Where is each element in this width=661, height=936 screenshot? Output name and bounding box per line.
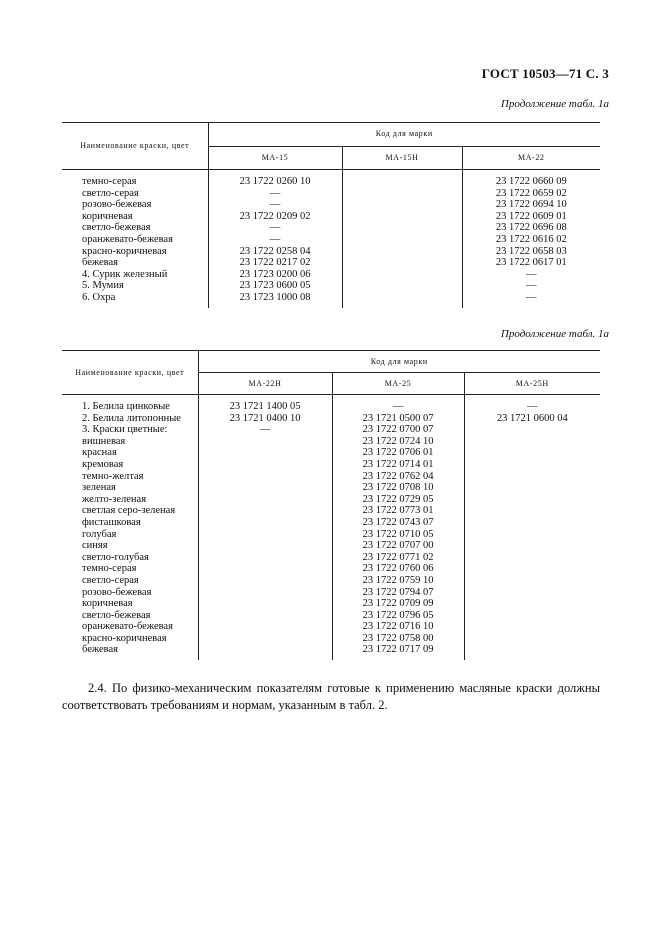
paint-name-cell: темно-серая <box>62 176 208 188</box>
paint-name-cell: красно-коричневая <box>62 246 208 258</box>
code-cell: 23 1722 0710 05 <box>332 529 464 541</box>
code-cell: 23 1721 0500 07 <box>332 413 464 425</box>
code-cell <box>464 494 600 506</box>
code-cell: — <box>269 199 281 211</box>
paint-name-cell: розово-бежевая <box>62 199 208 211</box>
code-cell: 23 1721 0600 04 <box>464 413 600 425</box>
code-cell <box>464 447 600 459</box>
code-cell: — <box>269 187 281 199</box>
table-row <box>62 644 600 656</box>
code-cell: 23 1722 0759 10 <box>332 575 464 587</box>
code-group-header: Код для марки <box>208 123 600 147</box>
code-cell <box>464 482 600 494</box>
table-row <box>62 552 600 564</box>
paint-name-cell: красная <box>62 447 198 459</box>
code-cell: 23 1722 0796 05 <box>332 610 464 622</box>
code-cell: 23 1722 0714 01 <box>332 459 464 471</box>
table-row <box>62 292 600 304</box>
table-body <box>62 395 600 661</box>
table-row <box>62 505 600 517</box>
paint-name-cell: вишневая <box>62 436 198 448</box>
code-cell <box>464 529 600 541</box>
code-cell: 23 1723 0200 06 <box>239 268 311 280</box>
code-cell <box>464 505 600 517</box>
code-cell <box>342 269 462 281</box>
code-cell <box>342 188 462 200</box>
code-cell: 23 1722 0700 07 <box>332 424 464 436</box>
table-row <box>62 246 600 258</box>
paint-codes-table-2 <box>62 350 600 660</box>
table-row <box>62 257 600 269</box>
code-cell <box>464 424 600 436</box>
code-cell <box>464 633 600 645</box>
table-row <box>62 199 600 211</box>
paint-name-cell: бежевая <box>62 257 208 269</box>
section-paragraph: 2.4. По физико-механическим показателям готовые к применению масляные краски должны соответствовать требованиям и нормам, указанным в табл. 2. <box>62 681 600 712</box>
code-cell <box>464 598 600 610</box>
paint-name-cell: голубая <box>62 529 198 541</box>
code-cell <box>198 459 332 471</box>
paint-name-cell: красно-коричневая <box>62 633 198 645</box>
code-cell: 23 1722 0696 08 <box>462 222 600 234</box>
code-cell: — <box>462 292 600 304</box>
code-cell <box>342 280 462 292</box>
code-cell <box>198 598 332 610</box>
table-row <box>62 211 600 223</box>
paint-name-cell: бежевая <box>62 644 198 656</box>
code-group-header: Код для марки <box>198 351 600 373</box>
code-cell <box>464 459 600 471</box>
table-row <box>62 482 600 494</box>
table-row <box>62 222 600 234</box>
column-header: МА-25Н <box>464 373 600 395</box>
code-cell: 23 1722 0658 03 <box>462 246 600 258</box>
table-row <box>62 563 600 575</box>
code-cell <box>342 199 462 211</box>
table-row <box>62 459 600 471</box>
paint-name-cell: фисташковая <box>62 517 198 529</box>
table-row <box>62 280 600 292</box>
code-cell <box>464 644 600 656</box>
table-row <box>62 269 600 281</box>
code-cell: — <box>462 269 600 281</box>
code-cell: 23 1723 0600 05 <box>239 280 311 292</box>
code-cell: 23 1722 0706 01 <box>332 447 464 459</box>
code-cell: 23 1722 0209 02 <box>239 210 311 222</box>
code-cell: — <box>332 401 464 413</box>
table-row <box>62 447 600 459</box>
table-row <box>62 598 600 610</box>
paint-name-cell: 5. Мумия <box>62 280 208 292</box>
code-cell <box>198 529 332 541</box>
code-cell <box>464 540 600 552</box>
code-cell <box>342 211 462 223</box>
paint-name-cell: светло-серая <box>62 575 198 587</box>
code-cell: 23 1722 0743 07 <box>332 517 464 529</box>
code-cell: 23 1722 0709 09 <box>332 598 464 610</box>
code-cell <box>464 471 600 483</box>
table-row <box>62 621 600 633</box>
table-row <box>62 494 600 506</box>
code-cell <box>464 610 600 622</box>
paint-name-cell: 6. Охра <box>62 292 208 304</box>
code-cell: 23 1722 0660 09 <box>462 176 600 188</box>
table-continuation-label: Продолжение табл. 1а <box>500 328 609 340</box>
code-cell: — <box>464 401 600 413</box>
code-cell <box>464 517 600 529</box>
code-cell <box>464 621 600 633</box>
code-cell <box>464 436 600 448</box>
code-cell: — <box>269 233 281 245</box>
code-cell <box>198 482 332 494</box>
column-header: МА-25 <box>332 373 464 395</box>
name-column-header: Наименование краски, цвет <box>62 351 198 395</box>
column-header: МА-15Н <box>342 146 462 170</box>
paint-name-cell: темно-желтая <box>62 471 198 483</box>
code-cell <box>198 540 332 552</box>
code-cell <box>342 176 462 188</box>
code-cell <box>198 471 332 483</box>
code-cell <box>198 644 332 656</box>
code-cell: 23 1722 0717 09 <box>332 644 464 656</box>
paint-name-cell: кремовая <box>62 459 198 471</box>
paint-name-cell: коричневая <box>62 211 208 223</box>
code-cell <box>198 633 332 645</box>
code-cell <box>198 552 332 564</box>
paint-name-cell: светлая серо-зеленая <box>62 505 198 517</box>
code-cell <box>464 587 600 599</box>
code-cell: 23 1722 0773 01 <box>332 505 464 517</box>
code-cell: 23 1722 0760 06 <box>332 563 464 575</box>
table-row <box>62 436 600 448</box>
code-cell <box>198 621 332 633</box>
code-cell: 23 1722 0616 02 <box>462 234 600 246</box>
code-cell <box>342 246 462 258</box>
table-continuation-label: Продолжение табл. 1а <box>500 98 609 110</box>
column-header: МА-22 <box>462 146 600 170</box>
table-body <box>62 170 600 308</box>
code-cell: 23 1722 0794 07 <box>332 587 464 599</box>
code-cell <box>342 257 462 269</box>
code-cell: 23 1722 0762 04 <box>332 471 464 483</box>
code-cell: 23 1722 0716 10 <box>332 621 464 633</box>
code-cell <box>198 517 332 529</box>
paint-name-cell: светло-голубая <box>62 552 198 564</box>
code-cell: — <box>269 222 281 234</box>
code-cell: 23 1722 0260 10 <box>239 176 311 187</box>
code-cell: 23 1722 0609 01 <box>462 211 600 223</box>
code-cell <box>198 447 332 459</box>
paint-name-cell: светло-бежевая <box>62 222 208 234</box>
code-cell <box>464 552 600 564</box>
code-cell <box>198 436 332 448</box>
table-row <box>62 529 600 541</box>
code-cell: 23 1722 0758 00 <box>332 633 464 645</box>
paint-name-cell: желто-зеленая <box>62 494 198 506</box>
code-cell: — <box>462 280 600 292</box>
paint-name-cell: светло-бежевая <box>62 610 198 622</box>
code-cell <box>342 234 462 246</box>
code-cell: — <box>259 424 271 436</box>
column-header: МА-15 <box>208 146 342 170</box>
code-cell <box>198 610 332 622</box>
code-cell: 23 1722 0707 00 <box>332 540 464 552</box>
table-row <box>62 188 600 200</box>
code-cell: 23 1721 0400 10 <box>229 412 301 424</box>
code-cell <box>198 494 332 506</box>
paint-name-cell: зеленая <box>62 482 198 494</box>
code-cell <box>464 563 600 575</box>
paint-name-cell: коричневая <box>62 598 198 610</box>
table-row <box>62 610 600 622</box>
code-cell: 23 1722 0694 10 <box>462 199 600 211</box>
paint-name-cell: 3. Краски цветные: <box>62 424 198 436</box>
table-row <box>62 401 600 413</box>
code-cell: 23 1721 1400 05 <box>229 401 301 412</box>
code-cell <box>198 587 332 599</box>
paint-name-cell: светло-серая <box>62 188 208 200</box>
code-cell: 23 1722 0659 02 <box>462 188 600 200</box>
code-cell: 23 1722 0617 01 <box>462 257 600 269</box>
paint-name-cell: оранжевато-бежевая <box>62 621 198 633</box>
paint-name-cell: 4. Сурик железный <box>62 269 208 281</box>
table-row <box>62 633 600 645</box>
code-cell: 23 1723 1000 08 <box>239 291 311 303</box>
paint-name-cell: оранжевато-бежевая <box>62 234 208 246</box>
table-row <box>62 587 600 599</box>
column-header: МА-22Н <box>198 373 332 395</box>
paint-codes-table-1 <box>62 122 600 308</box>
paint-name-cell: синяя <box>62 540 198 552</box>
code-cell <box>464 575 600 587</box>
table-row <box>62 413 600 425</box>
paint-name-cell: 1. Белила цинковые <box>62 401 198 413</box>
code-cell: 23 1722 0771 02 <box>332 552 464 564</box>
code-cell <box>342 292 462 304</box>
paint-name-cell: темно-серая <box>62 563 198 575</box>
code-cell <box>198 563 332 575</box>
table-row <box>62 575 600 587</box>
paint-name-cell: 2. Белила литопонные <box>62 413 198 425</box>
code-cell: 23 1722 0724 10 <box>332 436 464 448</box>
code-cell <box>198 575 332 587</box>
table-row <box>62 176 600 188</box>
table-row <box>62 471 600 483</box>
table-row <box>62 234 600 246</box>
paint-name-cell: розово-бежевая <box>62 587 198 599</box>
table-row <box>62 517 600 529</box>
code-cell: 23 1722 0708 10 <box>332 482 464 494</box>
code-cell: 23 1722 0258 04 <box>239 245 311 257</box>
code-cell <box>342 222 462 234</box>
code-cell: 23 1722 0729 05 <box>332 494 464 506</box>
table-row <box>62 424 600 436</box>
name-column-header: Наименование краски, цвет <box>62 123 208 170</box>
code-cell: 23 1722 0217 02 <box>239 257 311 269</box>
code-cell <box>198 505 332 517</box>
table-row <box>62 540 600 552</box>
page-header: ГОСТ 10503—71 С. 3 <box>481 66 609 81</box>
